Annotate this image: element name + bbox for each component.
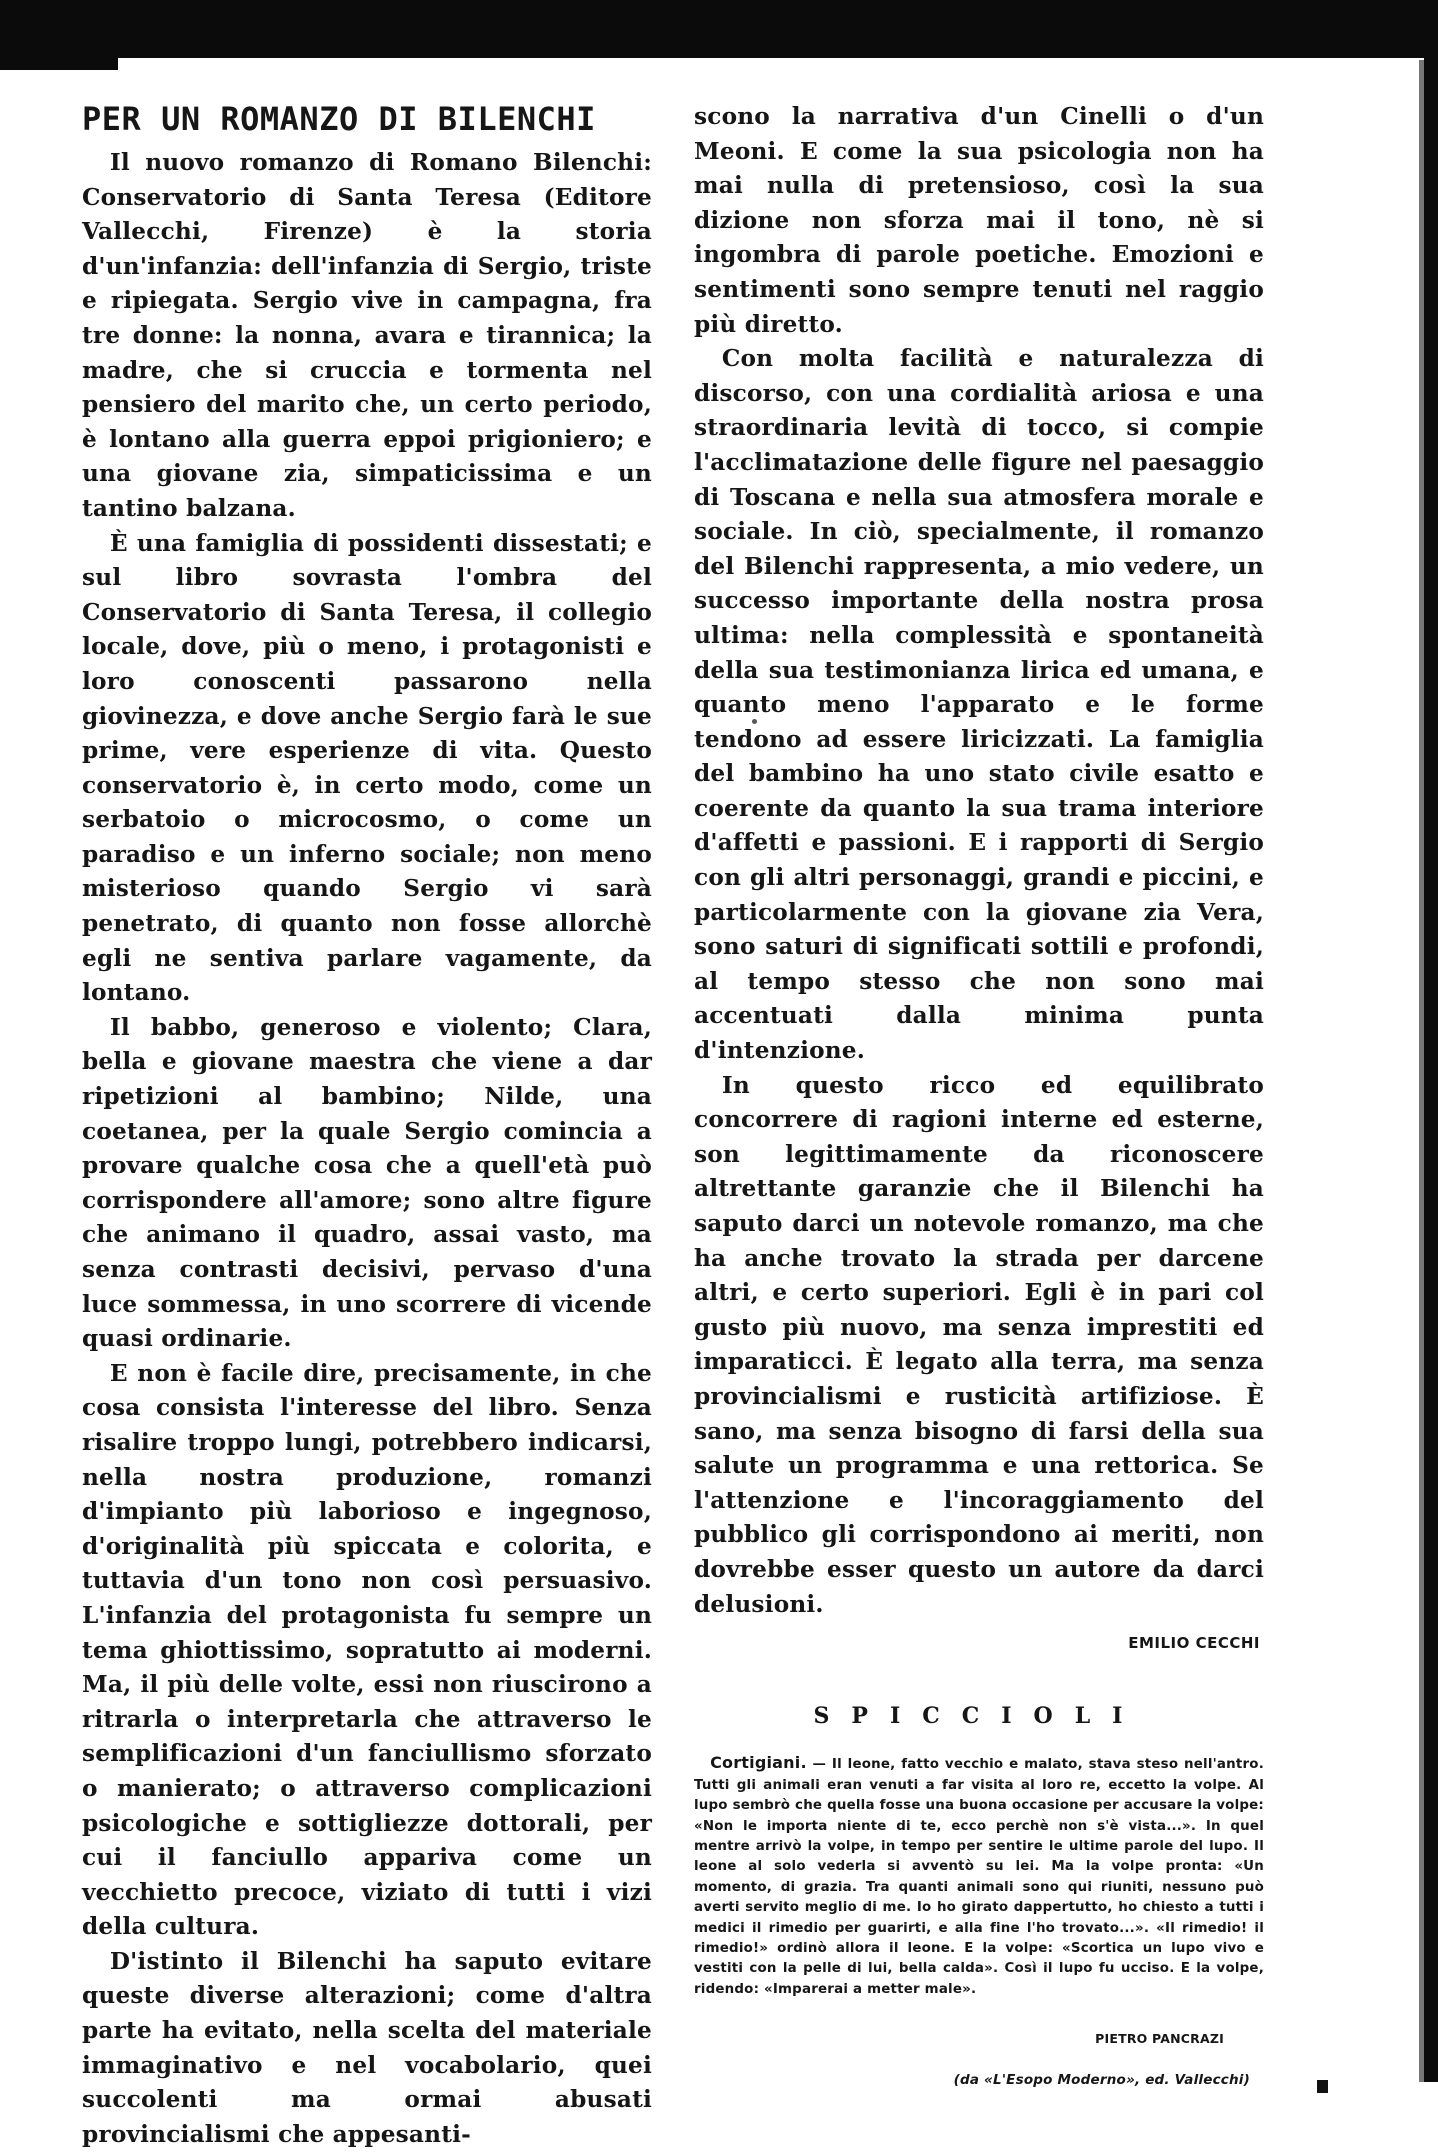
- scan-border-top: [0, 0, 1438, 58]
- spiccioli-source: (da «L'Esopo Moderno», ed. Vallecchi): [953, 2071, 1250, 2088]
- scan-speck: [752, 719, 757, 724]
- scan-border-right: [1424, 0, 1438, 2082]
- spiccioli-author: PIETRO PANCRAZI: [1095, 2031, 1224, 2047]
- article-continuation: scono la narrativa d'un Cinelli o d'un Meoni. E come la sua psicologia non ha mai nulla di pretensioso, così la sua dizione non sforza mai il tono, nè si ingombra di parole poetiche. Emozioni e sentimenti sono sempre tenuti nel raggio più diretto.: [694, 103, 1264, 338]
- spiccioli-text: [694, 1753, 1264, 2000]
- article-paragraph: Il nuovo romanzo di Romano Bilenchi: Conservatorio di Santa Teresa (Editore Vallecchi, Firenze) è la storia d'un'infanzia: dell'infanzia di Sergio, triste e ripiegata. Sergio vive in campagna, fra tre donne: la nonna, avara e tirannica; la madre, che si cruccia e tormenta nel pensiero del marito che, un certo periodo, è lontano alla guerra eppoi prigioniero; e una giovane zia, simpaticissima e un tantino balzana.: [82, 149, 652, 522]
- spiccioli-heading: Cortigiani.: [710, 1753, 807, 1773]
- article-paragraph: È una famiglia di possidenti dissestati; e sul libro sovrasta l'ombra del Conservatorio di Santa Teresa, il collegio locale, dove, più o meno, i protagonisti e loro conoscenti passarono nella giovinezza, e dove anche Sergio farà le sue prime, vere esperienze di vita. Questo conservatorio è, in certo modo, come un serbatoio o microcosmo, o come un paradiso e un inferno sociale; non meno misterioso quando Sergio vi sarà penetrato, di quanto non fosse allorchè egli ne sentiva parlare vagamente, da lontano.: [82, 529, 652, 1007]
- article-title: PER UN ROMANZO DI BILENCHI: [82, 100, 596, 138]
- article-paragraph: In questo ricco ed equilibrato concorrere di ragioni interne ed esterne, son legittimamente da riconoscere altrettante garanzie che il Bilenchi ha saputo darci un notevole romanzo, ma che ha anche trovato la strada per darcene altri, e certo superiori. Egli è in pari col gusto più nuovo, ma senza imprestiti ed imparaticci. È legato alla terra, ma senza provincialismi e rusticità artifiziose. È sano, ma senza bisogno di farsi della sua salute un programma e una rettorica. Se l'attenzione e l'incoraggiamento del pubblico gli corrispondono ai meriti, non dovrebbe esser questo un autore da darci delusioni.: [694, 1071, 1264, 1618]
- spiccioli-title: SPICCIOLI: [813, 1702, 1145, 1729]
- scan-border-shadow: [1419, 60, 1424, 2082]
- article-signature: EMILIO CECCHI: [1128, 1634, 1260, 1653]
- article-paragraph: Il babbo, generoso e violento; Clara, bella e giovane maestra che viene a dar ripetizioni al bambino; Nilde, una coetanea, per la quale Sergio comincia a provare qualche cosa che a quell'età può corrispondere all'amore; sono altre figure che animano il quadro, assai vasto, ma senza contrasti decisivi, pervaso d'una luce sommessa, in uno scorrere di vicende quasi ordinarie.: [82, 1013, 652, 1353]
- article-paragraph: D'istinto il Bilenchi ha saputo evitare queste diverse alterazioni; come d'altra parte ha evitato, nella scelta del materiale immaginativo e nel vocabolario, quei succolenti ma ormai abusati provincialismi che appesanti-: [82, 1947, 652, 2148]
- spiccioli-body: — Il leone, fatto vecchio e malato, stava steso nell'antro. Tutti gli animali eran venuti a far visita al loro re, eccetto la volpe. Al lupo sembrò che quella fosse una buona occasione per accusare la volpe: «Non le importa niente di te, ecco perchè non s'è vista...». In quel mentre arrivò la volpe, in tempo per sentire le ultime parole del lupo. Il leone al solo vederla si avventò su lei. Ma la volpe pronta: «Un momento, di grazia. Tra quanti animali sono qui riuniti, nessuno può averti servito meglio di me. Io ho girato dappertutto, ho chiesto a tutti i medici il rimedio per guarirti, e alla fine l'ho trovato...». «Il rimedio! il rimedio!» ordinò allora il leone. E la volpe: «Scortica un lupo vivo e vestiti con la pelle di lui, bella calda». Così il lupo fu ucciso. E la volpe, ridendo: «Imparerai a metter male».: [694, 1757, 1264, 1997]
- scan-border-corner: [0, 0, 118, 70]
- article-paragraph: Con molta facilità e naturalezza di discorso, con una cordialità ariosa e una straordinaria levità di tocco, si compie l'acclimatazione delle figure nel paesaggio di Toscana e nella sua atmosfera morale e sociale. In ciò, specialmente, il romanzo del Bilenchi rappresenta, a mio vedere, un successo importante della nostra prosa ultima: nella complessità e spontaneità della sua testimonianza lirica ed umana, e quanto meno l'apparato e le forme tendono ad essere liricizzati. La famiglia del bambino ha uno stato civile esatto e coerente da quanto la sua trama interiore d'affetti e passioni. E i rapporti di Sergio con gli altri personaggi, grandi e piccini, e particolarmente con la giovane zia Vera, sono saturi di significati sottili e profondi, al tempo stesso che non sono mai accentuati dalla minima punta d'intenzione.: [694, 345, 1264, 1065]
- article-paragraph: E non è facile dire, precisamente, in che cosa consista l'interesse del libro. Senza risalire troppo lungi, potrebbero indicarsi, nella nostra produzione, romanzi d'impianto più laborioso e ingegnoso, d'originalità più spiccata e colorita, e tuttavia d'un tono non così persuasivo. L'infanzia del protagonista fu sempre un tema ghiottissimo, sopratutto ai moderni. Ma, il più delle volte, essi non riuscirono a ritrarla o interpretarla che attraverso le semplificazioni d'un fanciullismo sforzato o manierato; o attraverso complicazioni psicologiche e sottigliezze dottorali, per cui il fanciullo appariva come un vecchietto precoce, viziato di tutti i vizi della cultura.: [82, 1359, 652, 1941]
- right-column: [694, 100, 1264, 2097]
- magazine-page: [82, 100, 1264, 2148]
- left-column: [82, 100, 652, 2152]
